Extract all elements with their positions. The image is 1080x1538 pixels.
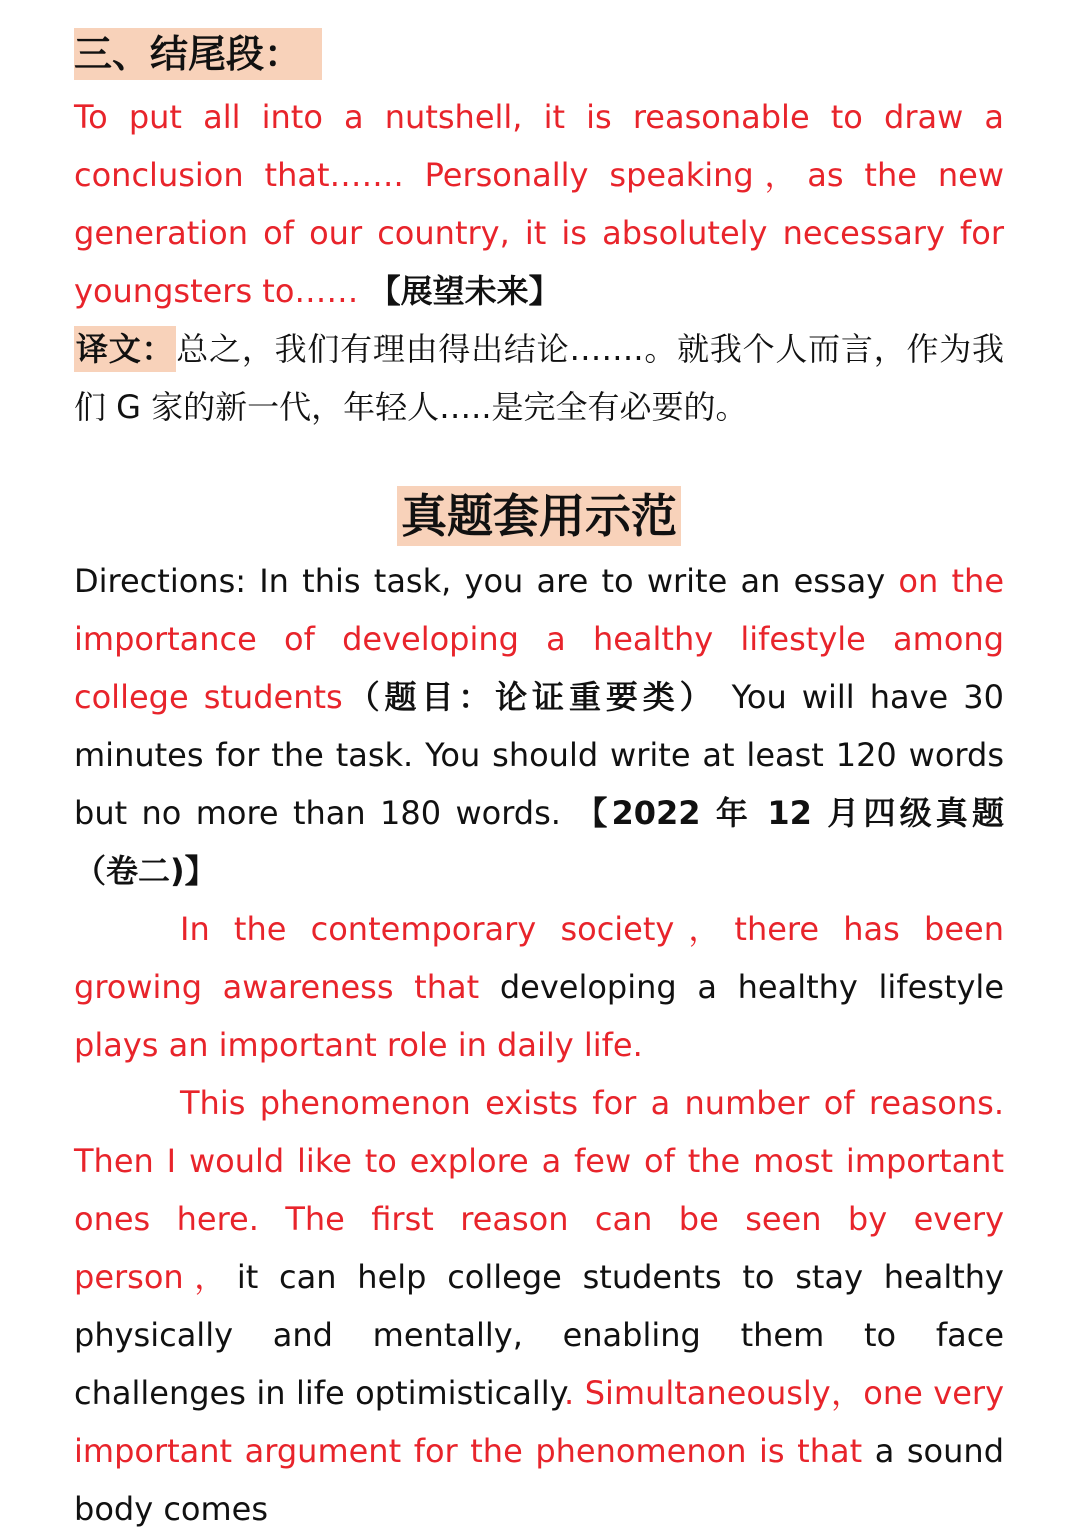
directions-note: （题目：论证重要类） (342, 678, 717, 716)
p2-red-2: Simultaneously，one very important argument for the phenomenon is that (74, 1374, 1005, 1470)
p2-black-1: it can help college students to stay healthy physically and mentally, enabling them to face challenges in life optimistically (74, 1258, 1004, 1412)
p1-red-2: plays an important role in daily life. (74, 1026, 643, 1064)
essay-paragraph-2 (74, 1074, 1004, 1538)
conclusion-template-text: To put all into a nutshell, it is reasonable to draw a conclusion that……. Personally speaking，as the new generation of our country, it is absolutely necessary for youngsters to…… (74, 98, 1004, 310)
directions-text-1: Directions: In this task, you are to write an essay (74, 562, 899, 600)
example-title: 真题套用示范 (397, 486, 681, 546)
section-title: 三、结尾段： (74, 28, 322, 80)
directions-topic: on the importance of developing a healthy lifestyle among college students (74, 562, 1005, 716)
translation-label: 译文： (74, 326, 176, 372)
translation (74, 320, 1004, 436)
p1-black: developing a healthy lifestyle (499, 968, 1004, 1006)
directions-text-2: You will have 30 minutes for the task. You should write at least 120 words but no more than 180 words. (74, 678, 1004, 832)
p2-black-2: a sound body comes (74, 1432, 1005, 1528)
p2-dot: . (564, 1374, 585, 1412)
directions-source: 【2022 年 12 月四级真题（卷二)】 (74, 794, 1004, 890)
example-heading-row (74, 486, 1004, 546)
essay-paragraph-1 (74, 900, 1004, 1074)
p2-red-1: This phenomenon exists for a number of reasons. Then I would like to explore a few of the most important ones here. The first reason can be seen by every person， (74, 1084, 1004, 1296)
future-tag: 【展望未来】 (368, 272, 561, 310)
translation-text: 总之，我们有理由得出结论…….。就我个人而言，作为我们 G 家的新一代，年轻人…..是完全有必要的。 (74, 330, 1004, 426)
p1-red-1: In the contemporary society，there has been growing awareness that (74, 910, 1004, 1006)
section3-heading-row (74, 28, 1004, 80)
document-body (74, 28, 1004, 1538)
directions (74, 552, 1004, 900)
conclusion-template (74, 88, 1004, 320)
